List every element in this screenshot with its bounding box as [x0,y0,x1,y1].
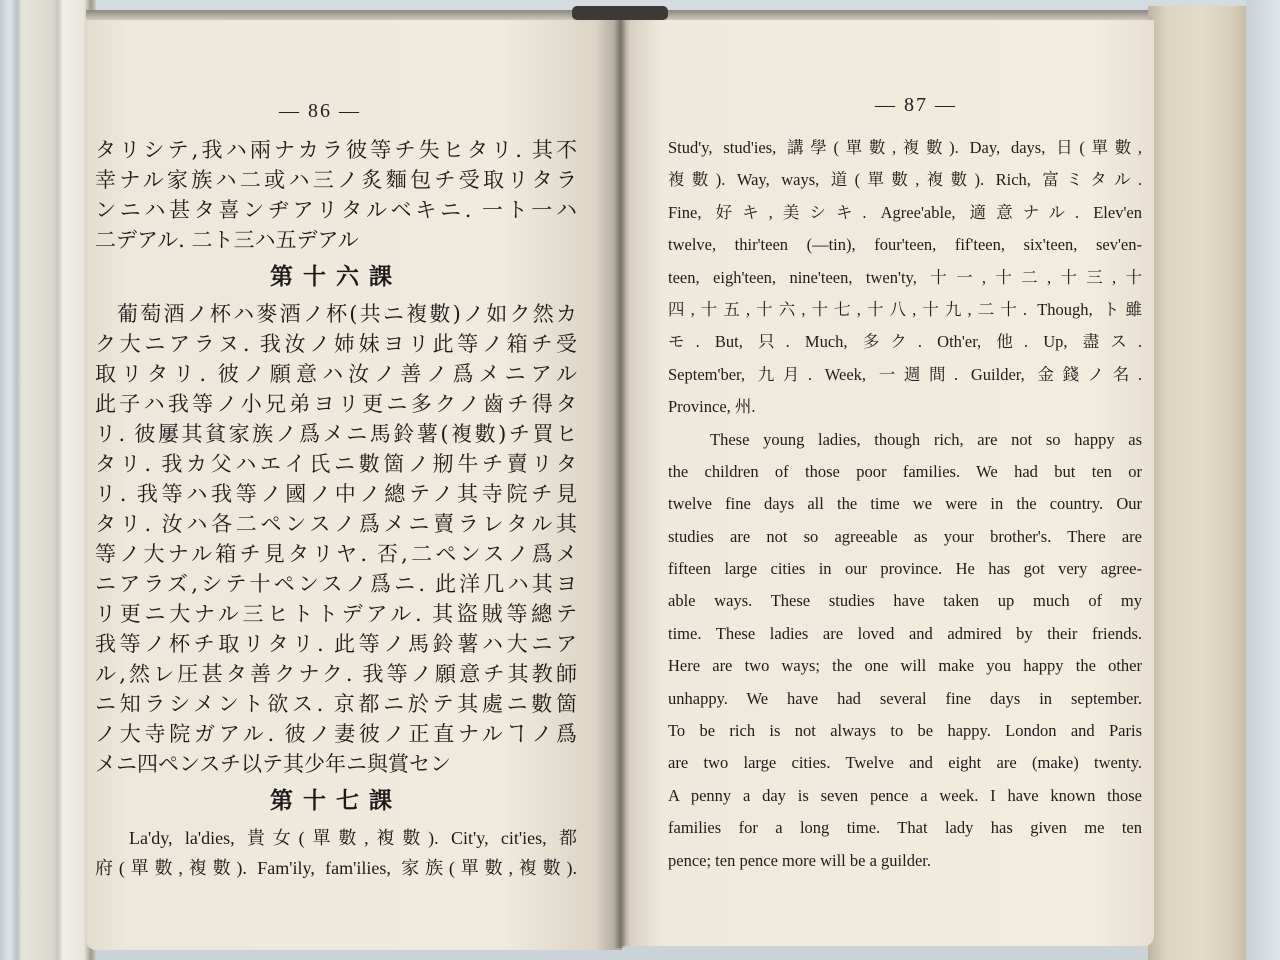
vocabulary-line: teen, eigh'teen, nine'teen, twen'ty, 十一,十二,十三,十 [668,267,1142,287]
text-line: 取リタリ. 彼ノ願意ハ汝ノ善ノ爲メニアル [95,362,577,386]
page-number: — 86 — [279,100,361,122]
exercise-line: twelve fine days all the time we were in the country. Our [668,494,1142,514]
exercise-line: A penny a day is seven pence a week. I have known those [668,785,1142,805]
exercise-line: To be rich is not always to be happy. London and Paris [668,721,1142,741]
text-line: リ. 彼屢其貧家族ノ爲メニ馬鈴薯(複數)チ買ヒ [95,422,577,446]
vocabulary-line: Stud'y, stud'ies, 講學(單數,複數). Day, days, 日(單數, [668,138,1142,157]
back-cover [1148,6,1248,960]
text-line: タリ. 汝ハ各二ペンスノ爲メニ賣ラレタル其 [95,512,577,536]
text-line: 我等ノ杯チ取リタリ. 此等ノ馬鈴薯ハ大ニア [95,632,577,656]
text-line: ニ知ラシメント欲ス. 京都ニ於テ其處ニ數箇 [95,692,577,716]
vocabulary-line: Septem'ber, 九月. Week, 一週間. Guilder, 金錢ノ名. [668,364,1142,384]
text-line: 等ノ大ナル箱チ見タリヤ. 否,二ペンスノ爲メ [95,542,577,566]
backdrop [1246,0,1280,960]
lesson-heading: 第十六課 [270,263,402,290]
text-line: 葡萄酒ノ杯ハ麥酒ノ杯(共ニ複數)ノ如ク然カ [117,302,577,326]
text-line: タリ. 我カ父ハエイ氏ニ數箇ノ剏牛チ賣リタ [95,452,577,476]
exercise-line: are two large cities. Twelve and eight are (make) twenty. [668,753,1142,773]
exercise-line: Here are two ways; the one will make you happy the other [668,656,1142,676]
vocabulary-line: twelve, thir'teen (—tin), four'teen, fif'teen, six'teen, sev'en- [668,235,1142,255]
text-line: La'dy, la'dies, 貴女(單數,複數). Cit'y, cit'ies, 都 [129,828,577,848]
text-line: ノ大寺院ガアル. 彼ノ妻彼ノ正直ナルヿノ爲 [95,722,577,746]
text-line: タリシテ,我ハ兩ナカラ彼等チ失ヒタリ. 其不 [95,138,577,162]
text-line: 幸ナル家族ハ二或ハ三ノ炙麵包チ受取リタラ [95,168,577,192]
text-line: リ. 我等ハ我等ノ國ノ中ノ總テノ其寺院チ見 [95,482,577,506]
vocabulary-line: Province, 州. [668,397,756,417]
text-line: ク大ニアラヌ. 我汝ノ姉妹ヨリ此等ノ箱チ受 [95,332,577,356]
exercise-line: families for a long time. That lady has given me ten [668,818,1142,838]
text-line: ニアラズ,シテ十ペンスノ爲ニ. 此洋几ハ其ヨ [95,572,577,596]
text-line: 此子ハ我等ノ小兄弟ヨリ更ニ多クノ齒チ得タ [95,392,577,416]
lesson-heading: 第十七課 [270,787,402,814]
exercise-line: time. These ladies are loved and admired by their friends. [668,623,1142,643]
text-line: リ更ニ大ナル三ヒトトデアル. 其盜賊等總テ [95,602,577,626]
left-page-text [95,135,577,883]
page-number: — 87 — [875,94,957,116]
right-page-text [668,132,1142,877]
text-line: 府(單數,複數). Fam'ily, fam'ilies, 家族(單數,複數). [95,858,577,878]
exercise-line: These young ladies, though rich, are not so happy as [710,429,1142,449]
left-book-stack [0,0,96,960]
book-gutter [614,16,626,948]
exercise-line: able ways. These studies have taken up much of my [668,591,1142,611]
vocabulary-line: モ. But, 只. Much, 多ク. Oth'er, 他. Up, 盡ス. [668,332,1142,352]
vocabulary-line: 四,十五,十六,十七,十八,十九,二十. Though, ト雖 [668,299,1142,319]
text-line: ンニハ甚タ喜ンヂアリタルベキニ. 一ト一ハ [95,198,577,222]
exercise-line: studies are not so agreeable as your brother's. There are [668,526,1142,546]
vocabulary-line: 複數). Way, ways, 道(單數,複數). Rich, 富ミタル. [668,170,1142,190]
book-spine [572,6,668,20]
vocabulary-line: Fine, 好キ,美シキ. Agree'able, 適意ナル. Elev'en [668,202,1142,222]
text-line: メニ四ペンスチ以テ其少年ニ與賞セン [95,752,451,776]
exercise-line: fifteen large cities in our province. He has got very agree- [668,559,1142,579]
exercise-line: the children of those poor families. We had but ten or [668,461,1142,481]
text-line: 二デアル. 二ト三ハ五デアル [95,228,359,252]
exercise-line: unhappy. We have had several fine days in september. [668,688,1142,708]
exercise-line: pence; ten pence more will be a guilder. [668,850,931,870]
text-line: ル,然レ圧甚タ善クナク. 我等ノ願意チ其教師 [95,662,577,686]
